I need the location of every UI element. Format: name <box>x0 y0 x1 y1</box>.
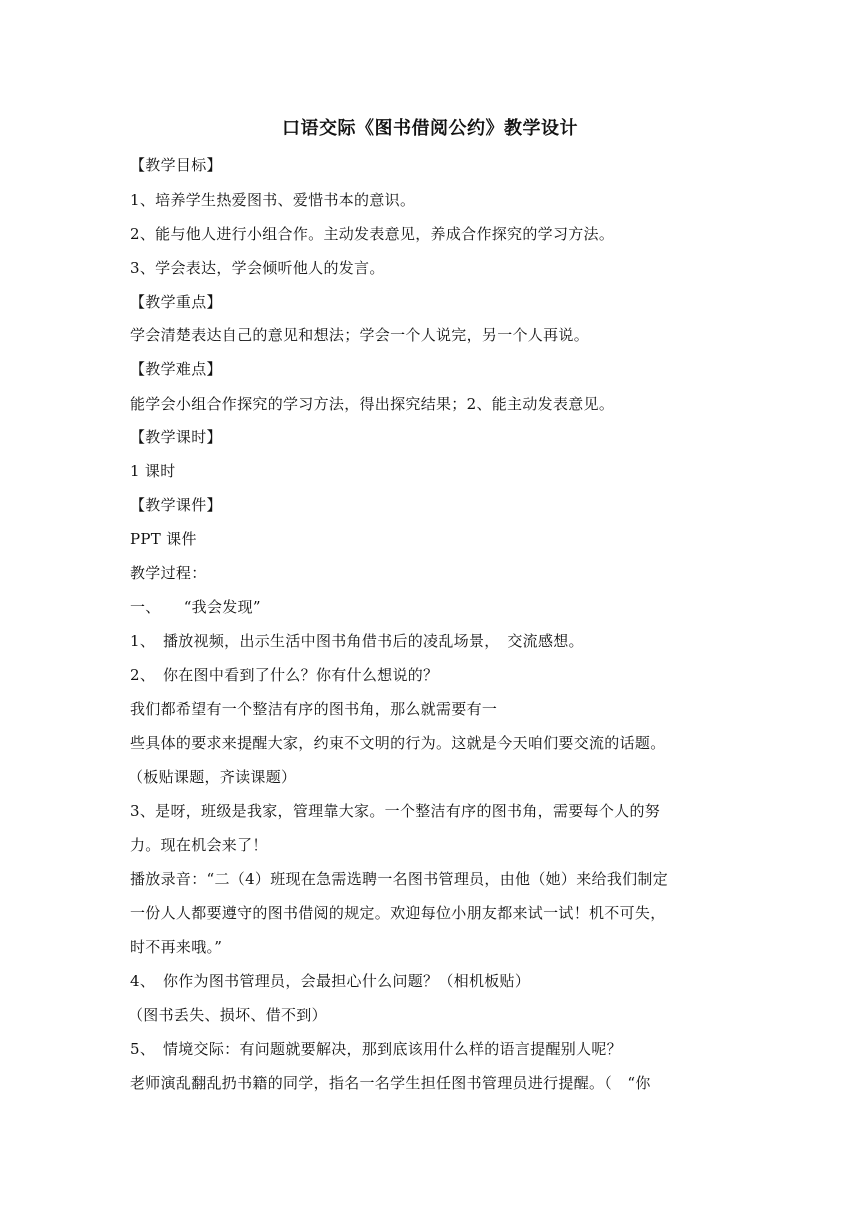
objective-item-1: 1、培养学生热爱图书、爱惜书本的意识。 <box>130 191 416 209</box>
process-step-4: 4、 你作为图书管理员，会最担心什么问题？（相机板贴） <box>130 972 531 990</box>
paragraph-line: 播放录音：“二（4）班现在急需选聘一名图书管理员，由他（她）来给我们制定 <box>130 870 669 888</box>
paragraph-line: 力。现在机会来了！ <box>130 836 268 854</box>
objective-item-2: 2、能与他人进行小组合作。主动发表意见，养成合作探究的学习方法。 <box>130 225 615 243</box>
key-points-text: 学会清楚表达自己的意见和想法；学会一个人说完，另一个人再说。 <box>130 326 590 344</box>
process-step-2: 2、 你在图中看到了什么？你有什么想说的？ <box>130 666 439 684</box>
paragraph-line: 一份人人都要遵守的图书借阅的规定。欢迎每位小朋友都来试一试！机不可失， <box>130 904 666 922</box>
section-heading-courseware: 【教学课件】 <box>130 496 222 514</box>
objective-item-3: 3、学会表达，学会倾听他人的发言。 <box>130 259 385 277</box>
process-part-1-heading: 一、 “我会发现” <box>130 598 261 616</box>
paragraph-line: 些具体的要求来提醒大家，约束不文明的行为。这就是今天咱们要交流的话题。 <box>130 734 666 752</box>
paragraph-line: （图书丢失、损坏、借不到） <box>128 1006 327 1024</box>
paragraph-line: 老师演乱翻乱扔书籍的同学，指名一名学生担任图书管理员进行提醒。（ “你 <box>130 1074 651 1092</box>
section-heading-class-hours: 【教学课时】 <box>130 428 222 446</box>
teaching-process-heading: 教学过程： <box>130 564 207 582</box>
paragraph-line: 我们都希望有一个整洁有序的图书角，那么就需要有一 <box>130 700 498 718</box>
section-heading-difficulties: 【教学难点】 <box>130 360 222 378</box>
section-heading-objectives: 【教学目标】 <box>130 156 222 174</box>
process-step-5: 5、 情境交际：有问题就要解决，那到底该用什么样的语言提醒别人呢？ <box>130 1040 622 1058</box>
difficulties-text: 能学会小组合作探究的学习方法，得出探究结果；2、能主动发表意见。 <box>130 395 615 413</box>
class-hours-text: 1 课时 <box>130 462 176 480</box>
document-title: 口语交际《图书借阅公约》教学设计 <box>282 118 578 139</box>
paragraph-line: （板贴课题，齐读课题） <box>128 768 297 786</box>
process-step-3: 3、是呀，班级是我家，管理靠大家。一个整洁有序的图书角，需要每个人的努 <box>130 802 661 820</box>
section-heading-key-points: 【教学重点】 <box>130 293 222 311</box>
paragraph-line: 时不再来哦。” <box>130 938 223 956</box>
courseware-text: PPT 课件 <box>130 530 197 548</box>
process-step-1: 1、 播放视频，出示生活中图书角借书后的凌乱场景， 交流感想。 <box>130 632 584 650</box>
